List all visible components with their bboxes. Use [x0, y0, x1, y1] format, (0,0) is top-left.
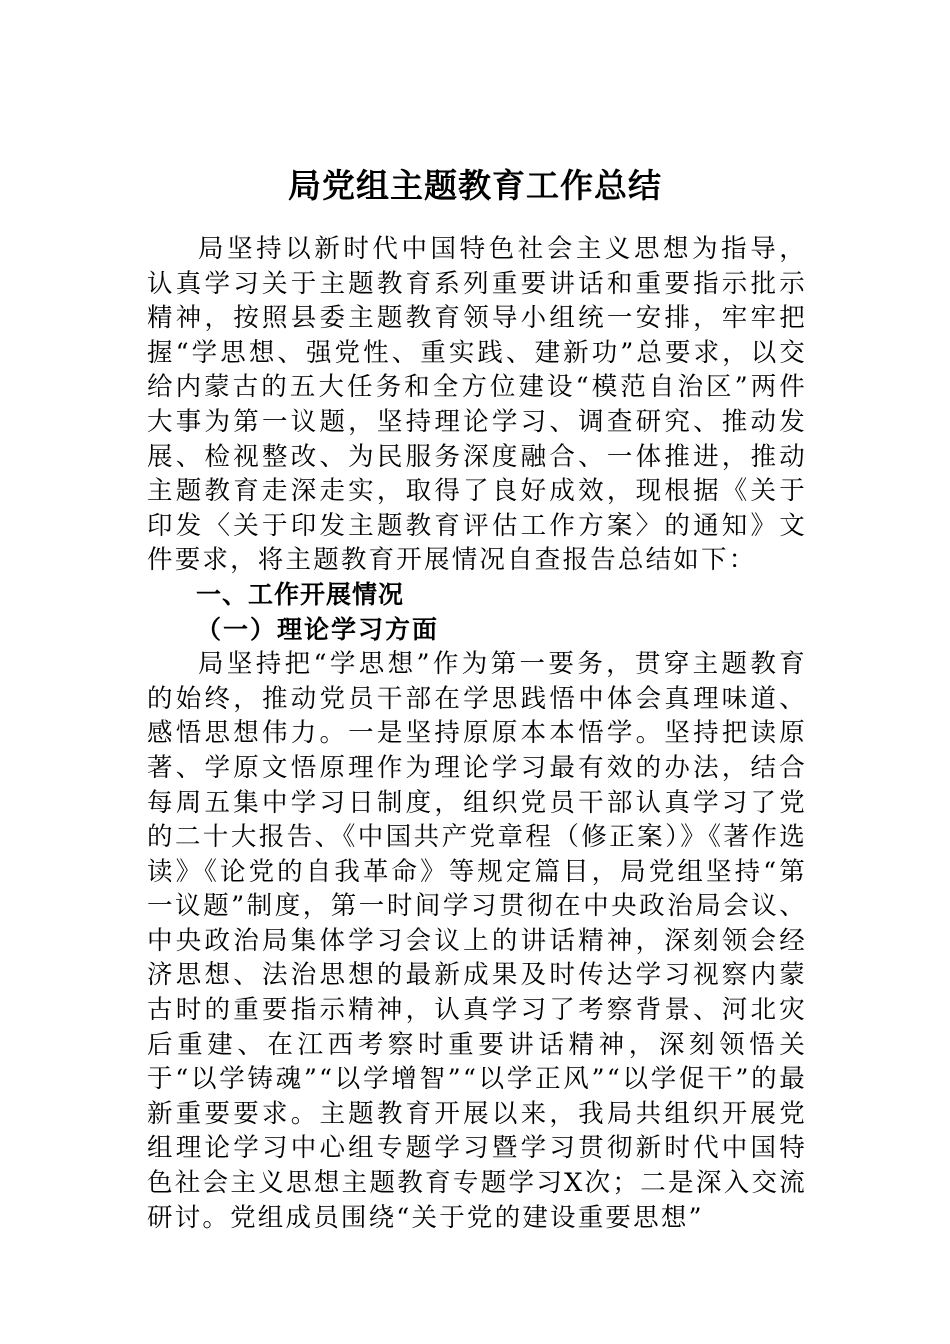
document-title: 局党组主题教育工作总结: [288, 166, 662, 205]
document-body: [147, 232, 807, 1235]
intro-paragraph: 局坚持以新时代中国特色社会主义思想为指导，认真学习关于主题教育系列重要讲话和重要指示批示精神，按照县委主题教育领导小组统一安排，牢牢把握“学思想、强党性、重实践、建新功”总要求，以交给内蒙古的五大任务和全方位建设“模范自治区”两件大事为第一议题，坚持理论学习、调查研究、推动发展、检视整改、为民服务深度融合、一体推进，推动主题教育走深走实，取得了良好成效，现根据《关于印发〈关于印发主题教育评估工作方案〉的通知》文件要求，将主题教育开展情况自查报告总结如下：: [147, 234, 807, 576]
subsection-heading: （一）理论学习方面: [196, 614, 440, 644]
body-paragraph: 局坚持把“学思想”作为第一要务，贯穿主题教育的始终，推动党员干部在学思践悟中体会真理味道、感悟思想伟力。一是坚持原原本本悟学。坚持把读原著、学原文悟原理作为理论学习最有效的办法，结合每周五集中学习日制度，组织党员干部认真学习了党的二十大报告、《中国共产党章程（修正案）》《著作选读》《论党的自我革命》等规定篇目，局党组坚持“第一议题”制度，第一时间学习贯彻在中央政治局会议、中央政治局集体学习会议上的讲话精神，深刻领会经济思想、法治思想的最新成果及时传达学习视察内蒙古时的重要指示精神，认真学习了考察背景、河北灾后重建、在江西考察时重要讲话精神，深刻领悟关于“以学铸魂”“以学增智”“以学正风”“以学促干”的最新重要要求。主题教育开展以来，我局共组织开展党组理论学习中心组专题学习暨学习贯彻新时代中国特色社会主义思想主题教育专题学习X次；二是深入交流研讨。党组成员围绕“关于党的建设重要思想”: [147, 649, 807, 1233]
section-heading: 一、工作开展情况: [196, 579, 405, 609]
